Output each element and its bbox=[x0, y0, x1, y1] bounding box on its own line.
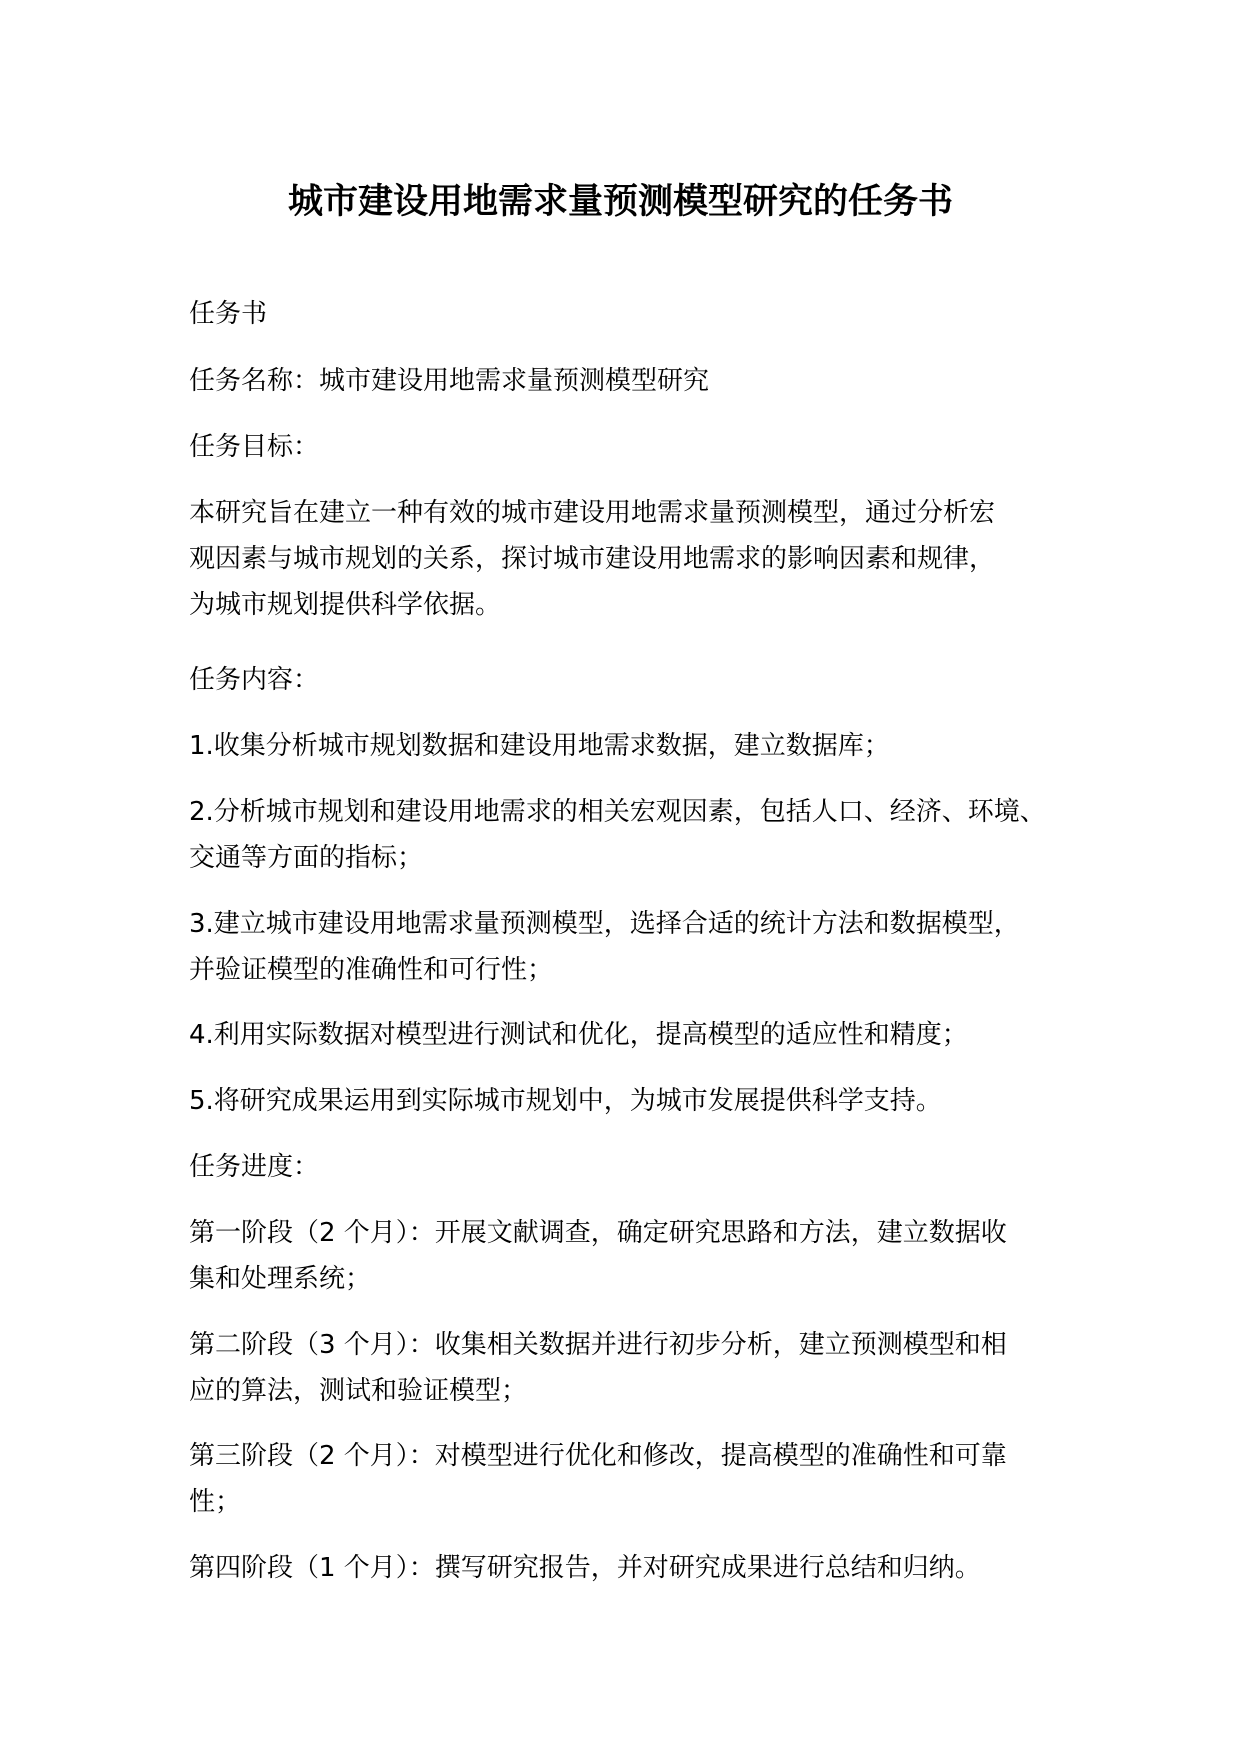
paragraph-content-item-1: 1.收集分析城市规划数据和建设用地需求数据，建立数据库； bbox=[189, 731, 890, 761]
document-title: 城市建设用地需求量预测模型研究的任务书 bbox=[287, 182, 953, 222]
paragraph-content-item-2: 2.分析城市规划和建设用地需求的相关宏观因素，包括人口、经济、环境、 交通等方面的指标； bbox=[189, 797, 1046, 873]
paragraph-task-schedule-heading: 任务进度： bbox=[189, 1152, 320, 1182]
paragraph-task-content-heading: 任务内容： bbox=[189, 665, 320, 695]
paragraph-schedule-phase-1: 第一阶段（2 个月）：开展文献调查，确定研究思路和方法，建立数据收 集和处理系统； bbox=[189, 1218, 1007, 1294]
paragraph-task-goal-body: 本研究旨在建立一种有效的城市建设用地需求量预测模型，通过分析宏 观因素与城市规划的关系，探讨城市建设用地需求的影响因素和规律， 为城市规划提供科学依据。 bbox=[189, 498, 996, 620]
paragraph-heading-task-book: 任务书 bbox=[189, 299, 268, 329]
paragraph-content-item-5: 5.将研究成果运用到实际城市规划中，为城市发展提供科学支持。 bbox=[189, 1086, 942, 1116]
paragraph-task-goal-heading: 任务目标： bbox=[189, 432, 320, 462]
paragraph-schedule-phase-4: 第四阶段（1 个月）：撰写研究报告，并对研究成果进行总结和归纳。 bbox=[189, 1553, 981, 1583]
paragraph-task-name: 任务名称：城市建设用地需求量预测模型研究 bbox=[189, 366, 710, 396]
paragraph-content-item-4: 4.利用实际数据对模型进行测试和优化，提高模型的适应性和精度； bbox=[189, 1020, 968, 1050]
paragraph-schedule-phase-3: 第三阶段（2 个月）：对模型进行优化和修改，提高模型的准确性和可靠 性； bbox=[189, 1441, 1007, 1517]
paragraph-content-item-3: 3.建立城市建设用地需求量预测模型，选择合适的统计方法和数据模型， 并验证模型的准确性和可行性； bbox=[189, 909, 1020, 985]
paragraph-schedule-phase-2: 第二阶段（3 个月）：收集相关数据并进行初步分析，建立预测模型和相 应的算法，测试和验证模型； bbox=[189, 1330, 1007, 1406]
